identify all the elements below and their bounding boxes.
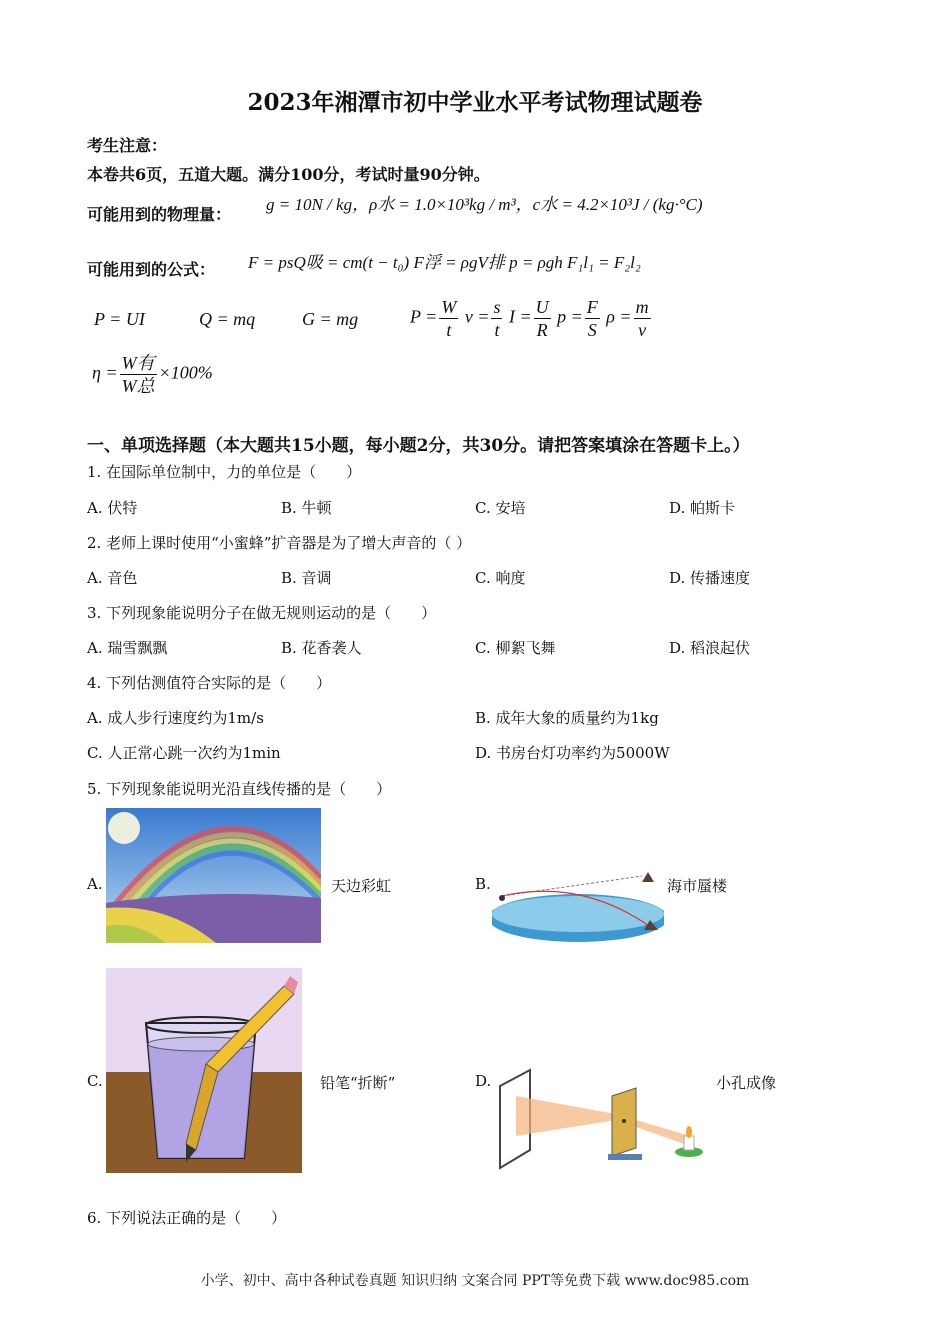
section-heading: 一、单项选择题（本大题共15小题，每小题2分，共30分。请把答案填涂在答题卡上。） <box>87 436 750 456</box>
formula-P-den: t <box>446 320 452 340</box>
question-stem: 4. 下列估测值符合实际的是（ ） <box>87 674 332 692</box>
formula-rho-num: m <box>635 297 649 317</box>
option-a[interactable]: A. 成人步行速度约为1m/s <box>87 709 264 727</box>
formula-eta-rhs: ×100% <box>158 362 213 383</box>
formula-P-num: W <box>441 297 457 317</box>
option-d[interactable]: D. 传播速度 <box>669 569 751 587</box>
question-stem: 5. 下列现象能说明光沿直线传播的是（ ） <box>87 780 392 798</box>
option-d[interactable]: D. 书房台灯功率约为5000W <box>475 744 670 762</box>
formula-p-den: S <box>587 320 597 340</box>
option-a[interactable]: A. <box>87 875 103 893</box>
constants-formula: g = 10N / kg，ρ水 = 1.0×10³kg / m³，c水 = 4.2×10³J / (kg·°C) <box>266 195 703 214</box>
formula-rho-lhs: ρ = <box>606 306 632 327</box>
option-b[interactable]: B. <box>475 875 491 893</box>
option-c[interactable]: C. 人正常心跳一次约为1min <box>87 744 281 762</box>
formula-efficiency <box>92 352 213 397</box>
option-b[interactable]: B. 音调 <box>281 569 332 587</box>
formula-p-lhs: p = <box>557 306 583 327</box>
caption-pencil: 铅笔“折断” <box>320 1074 396 1092</box>
mirage-image <box>492 868 664 943</box>
formula-row1: F = psQ吸 = cm(t − t₀) F浮 = ρgV排 p = ρgh F₁l₁ = F₂l₂ <box>248 253 641 272</box>
question-stem: 2. 老师上课时使用“小蜜蜂”扩音器是为了增大声音的（ ） <box>87 534 472 552</box>
formula-v-lhs: v = <box>464 306 490 327</box>
formula-row2-fractions <box>410 296 653 341</box>
option-b[interactable]: B. 花香袭人 <box>281 639 362 657</box>
formula-gravity: G = mg <box>302 309 359 329</box>
formula-v-frac <box>491 296 502 341</box>
question-stem: 3. 下列现象能说明分子在做无规则运动的是（ ） <box>87 604 437 622</box>
option-c[interactable]: C. 响度 <box>475 569 526 587</box>
rainbow-image <box>106 808 321 943</box>
formula-eta-den: W总 <box>121 376 155 396</box>
option-b[interactable]: B. 成年大象的质量约为1kg <box>475 709 659 727</box>
formula-eta-num: W有 <box>121 353 155 373</box>
formulas-label: 可能用到的公式： <box>87 260 216 279</box>
option-d[interactable]: D. 帕斯卡 <box>669 499 736 517</box>
pencil-glass-image <box>106 968 302 1173</box>
pinhole-image <box>496 1066 712 1171</box>
question-stem: 6. 下列说法正确的是（ ） <box>87 1209 287 1227</box>
formula-heat: Q = mq <box>199 309 256 329</box>
formula-I-lhs: I = <box>508 306 532 327</box>
page-footer: 小学、初中、高中各种试卷真题 知识归纳 文案合同 PPT等免费下载 www.doc985.com <box>200 1273 750 1289</box>
option-c[interactable]: C. 安培 <box>475 499 526 517</box>
option-d[interactable]: D. <box>475 1072 492 1090</box>
notice-heading: 考生注意： <box>87 136 168 155</box>
formula-rho-frac <box>634 296 651 341</box>
formula-I-den: R <box>536 320 548 340</box>
question-stem: 1. 在国际单位制中，力的单位是（ ） <box>87 463 362 481</box>
caption-rainbow: 天边彩虹 <box>331 877 392 895</box>
formula-eta-frac <box>120 352 157 397</box>
page-title: 2023年湘潭市初中学业水平考试物理试题卷 <box>247 89 703 116</box>
formula-p-num: F <box>586 297 598 317</box>
option-a[interactable]: A. 伏特 <box>87 499 138 517</box>
formula-P-lhs: P = <box>410 306 438 327</box>
option-c[interactable]: C. <box>87 1072 103 1090</box>
formula-rho-den: v <box>638 320 647 340</box>
formula-P-frac <box>439 296 458 341</box>
option-a[interactable]: A. 瑞雪飘飘 <box>87 639 168 657</box>
option-b[interactable]: B. 牛顿 <box>281 499 332 517</box>
caption-pinhole: 小孔成像 <box>716 1074 777 1092</box>
formula-power: P = UI <box>94 309 145 329</box>
caption-mirage: 海市蜃楼 <box>667 877 728 895</box>
notice-line1: 本卷共6页，五道大题。满分100分，考试时量90分钟。 <box>87 165 490 184</box>
formula-I-num: U <box>535 297 549 317</box>
formula-I-frac <box>534 296 551 341</box>
formula-v-num: s <box>493 297 501 317</box>
option-c[interactable]: C. 柳絮飞舞 <box>475 639 556 657</box>
formula-eta-lhs: η = <box>92 362 118 383</box>
option-a[interactable]: A. 音色 <box>87 569 138 587</box>
formula-v-den: t <box>494 320 500 340</box>
constants-label: 可能用到的物理量： <box>87 205 232 224</box>
formula-p-frac <box>585 296 600 341</box>
option-d[interactable]: D. 稻浪起伏 <box>669 639 751 657</box>
